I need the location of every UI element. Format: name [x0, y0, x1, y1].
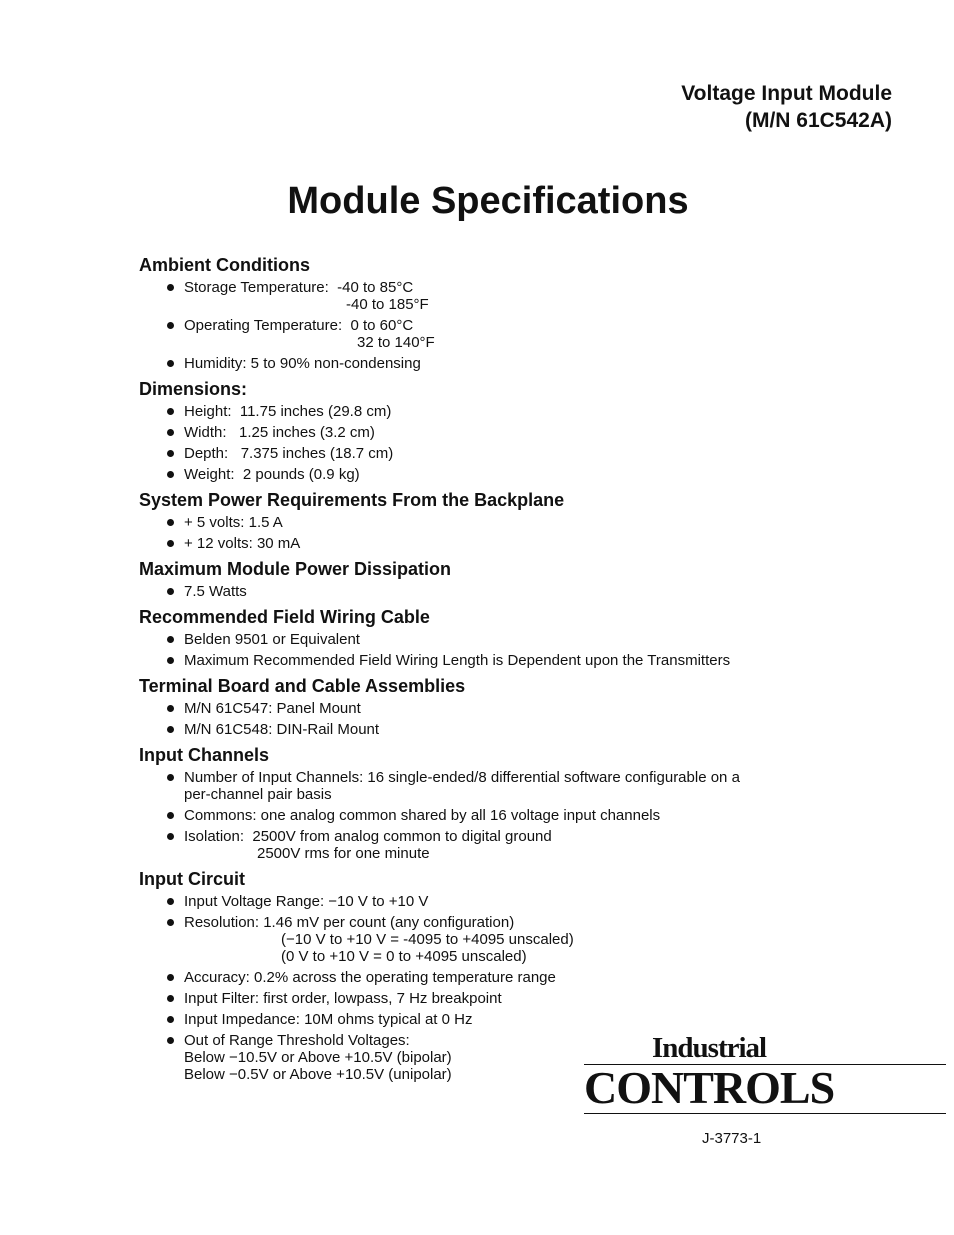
section-heading: Ambient Conditions: [139, 255, 310, 275]
circuit-voltage-range: Input Voltage Range: −10 V to +10 V: [184, 893, 429, 910]
channels-isolation: Isolation: 2500V from analog common to digital ground: [184, 828, 552, 845]
channels-commons: Commons: one analog common shared by all 16 voltage input channels: [184, 807, 661, 824]
list-item: [167, 914, 899, 965]
section-dimensions: [139, 378, 899, 483]
list-item: [167, 355, 899, 372]
page-title: Module Specifications: [287, 180, 689, 222]
dissipation-watts: 7.5 Watts: [184, 583, 247, 600]
dimension-height: Height: 11.75 inches (29.8 cm): [184, 403, 392, 420]
section-wiring: [139, 606, 899, 669]
list-item: [167, 893, 899, 910]
terminal-panel-mount: M/N 61C547: Panel Mount: [184, 700, 361, 717]
industrial-controls-logo: [584, 1032, 946, 1114]
header-model-number: (M/N 61C542A): [744, 109, 892, 132]
list-item: [167, 535, 899, 552]
list-item: [167, 700, 899, 717]
channels-number: Number of Input Channels: 16 single-ended/8 differential software configurable on a: [184, 769, 740, 786]
wiring-length: Maximum Recommended Field Wiring Length is Dependent upon the Transmitters: [184, 652, 731, 669]
circuit-resolution-bipolar: (−10 V to +10 V = -4095 to +4095 unscaled): [281, 931, 574, 948]
circuit-threshold-unipolar: Below −0.5V or Above +10.5V (unipolar): [184, 1066, 452, 1083]
list-item: [167, 721, 899, 738]
list-item: [167, 807, 899, 824]
list-item: [167, 466, 899, 483]
list-item: [167, 317, 899, 351]
logo-controls: CONTROLS: [584, 1062, 835, 1113]
channels-isolation-cont: 2500V rms for one minute: [257, 845, 430, 862]
list-item: [167, 828, 899, 862]
section-heading: Input Circuit: [139, 869, 245, 889]
section-input-channels: [139, 744, 899, 862]
storage-temp-c: Storage Temperature: -40 to 85°C: [184, 279, 414, 296]
logo-rule-bottom: [584, 1113, 946, 1114]
list-item: [167, 769, 899, 803]
circuit-resolution: Resolution: 1.46 mV per count (any configuration): [184, 914, 515, 931]
wiring-cable: Belden 9501 or Equivalent: [184, 631, 360, 648]
list-item: [167, 403, 899, 420]
section-ambient: [139, 254, 899, 372]
section-heading: Maximum Module Power Dissipation: [139, 559, 452, 579]
section-heading: Input Channels: [139, 745, 269, 765]
terminal-din-rail-mount: M/N 61C548: DIN-Rail Mount: [184, 721, 380, 738]
channels-number-cont: per-channel pair basis: [184, 786, 332, 803]
list-item: [167, 969, 899, 986]
power-5v: + 5 volts: 1.5 A: [184, 514, 283, 531]
circuit-filter: Input Filter: first order, lowpass, 7 Hz breakpoint: [184, 990, 502, 1007]
section-power: [139, 489, 899, 552]
list-item: [167, 631, 899, 648]
header-module-name: Voltage Input Module: [681, 82, 892, 105]
list-item: [167, 424, 899, 441]
storage-temp-f: -40 to 185°F: [346, 296, 429, 313]
circuit-accuracy: Accuracy: 0.2% across the operating temperature range: [184, 969, 556, 986]
dimension-weight: Weight: 2 pounds (0.9 kg): [184, 466, 360, 483]
operating-temp-c: Operating Temperature: 0 to 60°C: [184, 317, 414, 334]
circuit-resolution-unipolar: (0 V to +10 V = 0 to +4095 unscaled): [281, 948, 527, 965]
circuit-impedance: Input Impedance: 10M ohms typical at 0 Hz: [184, 1011, 473, 1028]
document-header: [681, 80, 892, 134]
list-item: [167, 445, 899, 462]
section-heading: System Power Requirements From the Backplane: [139, 490, 565, 510]
list-item: [167, 990, 899, 1007]
humidity: Humidity: 5 to 90% non-condensing: [184, 355, 421, 372]
dimension-depth: Depth: 7.375 inches (18.7 cm): [184, 445, 394, 462]
section-dissipation: [139, 558, 899, 600]
operating-temp-f: 32 to 140°F: [357, 334, 435, 351]
section-terminal: [139, 675, 899, 738]
dimension-width: Width: 1.25 inches (3.2 cm): [184, 424, 375, 441]
list-item: [167, 1011, 899, 1028]
list-item: [167, 279, 899, 313]
section-heading: Dimensions:: [139, 379, 248, 399]
section-heading: Terminal Board and Cable Assemblies: [139, 676, 466, 696]
circuit-threshold-bipolar: Below −10.5V or Above +10.5V (bipolar): [184, 1049, 452, 1066]
circuit-threshold: Out of Range Threshold Voltages:: [184, 1032, 410, 1049]
figure-id: J-3773-1: [702, 1130, 762, 1147]
list-item: [167, 514, 899, 531]
list-item: [167, 583, 899, 600]
logo-industrial: Industrial: [652, 1032, 767, 1064]
list-item: [167, 652, 899, 669]
section-heading: Recommended Field Wiring Cable: [139, 607, 430, 627]
spec-sections: [139, 254, 899, 1089]
power-12v: + 12 volts: 30 mA: [184, 535, 301, 552]
